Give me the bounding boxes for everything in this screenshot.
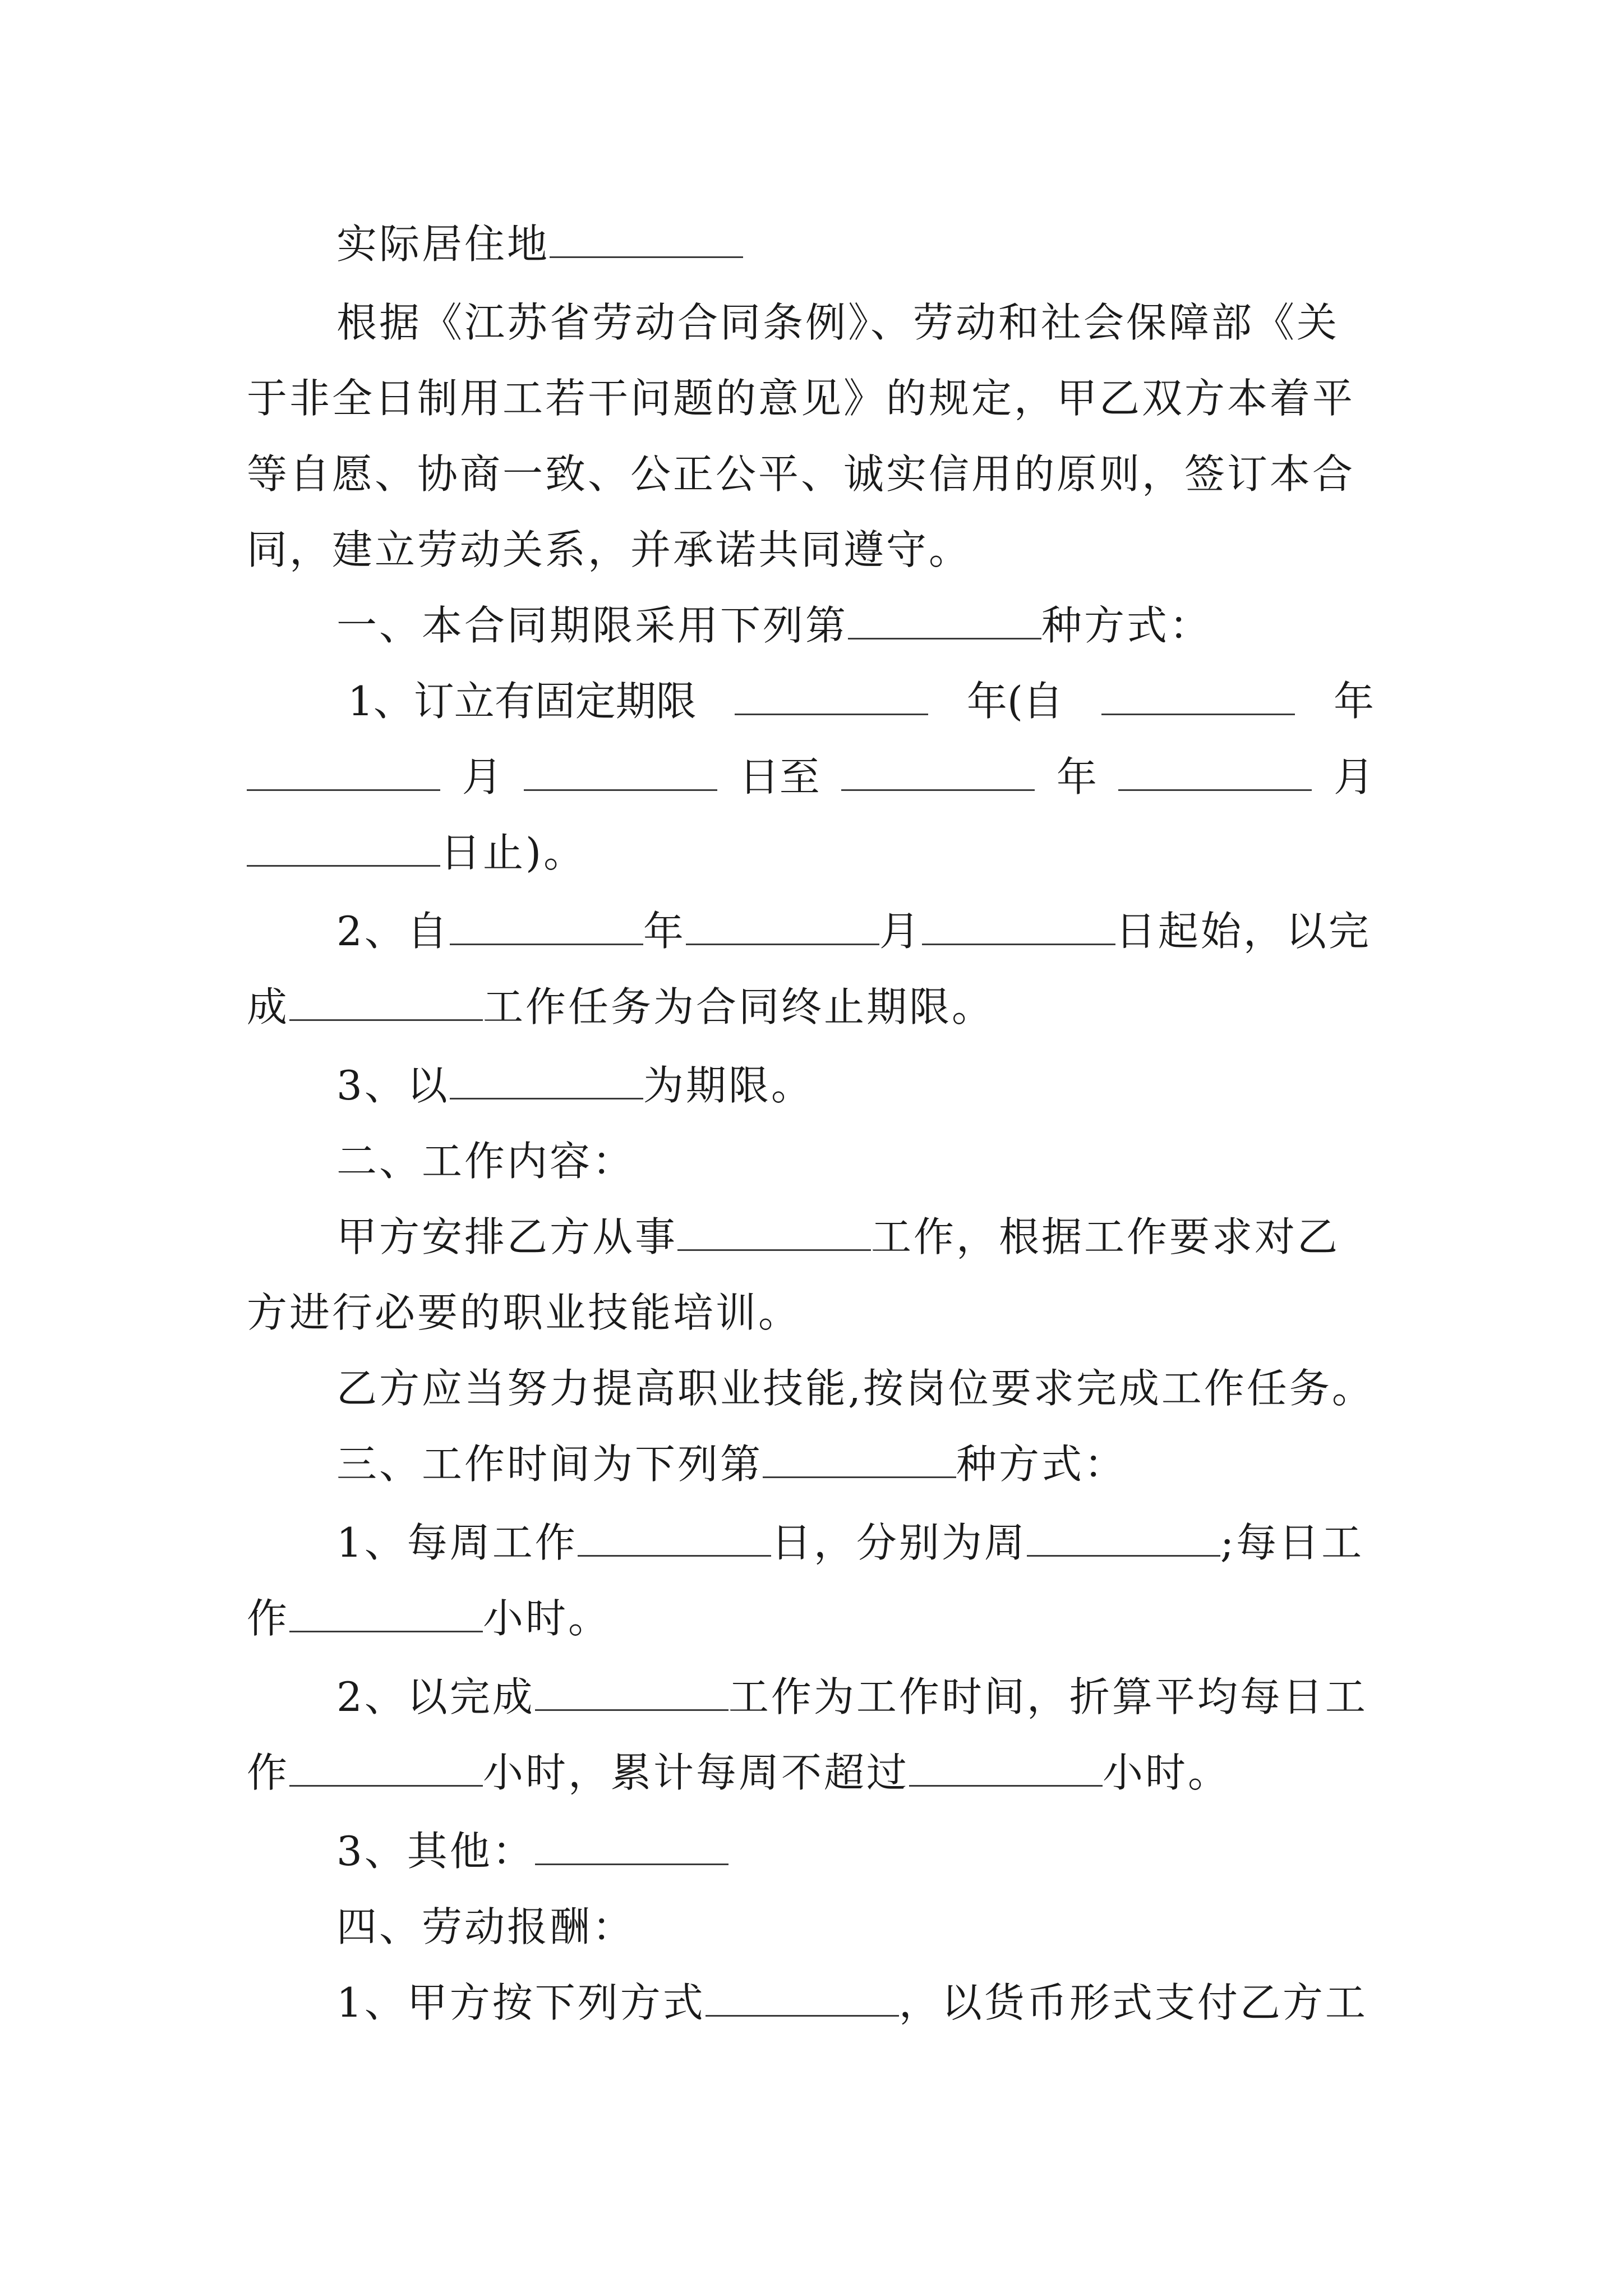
paragraph-line: 乙方应当努力提高职业技能,按岗位要求完成工作任务。 [336, 1365, 1375, 1412]
fill-blank [841, 756, 1035, 791]
paragraph-line: 甲方安排乙方从事 工作，根据工作要求对乙 [336, 1213, 1340, 1260]
fill-blank [289, 1751, 483, 1787]
section-heading: 三、工作时间为下列第 种方式： [336, 1441, 1127, 1488]
fill-blank [247, 756, 440, 791]
fill-blank [450, 1064, 643, 1099]
term-line: 作 小时，累计每周不超过 小时。 [247, 1749, 1231, 1796]
fill-blank [922, 910, 1115, 945]
section-heading: 二、工作内容： [336, 1138, 635, 1185]
term-line: 2、自 年 月 日起始，以完 [336, 908, 1371, 955]
fill-blank [763, 1443, 956, 1478]
fill-blank [1118, 756, 1312, 791]
term-line: 3、以 为期限。 [336, 1062, 814, 1109]
fill-blank [247, 831, 440, 867]
fill-blank [450, 910, 643, 945]
term-line: 作 小时。 [247, 1595, 611, 1642]
fill-blank [1027, 1521, 1220, 1557]
paragraph-line: 于非全日制用工若干问题的意见》的规定，甲乙双方本着平 [247, 375, 1355, 422]
fill-blank [289, 986, 483, 1021]
fill-blank [686, 910, 879, 945]
fill-blank [578, 1521, 771, 1557]
fill-blank [848, 604, 1041, 639]
fill-blank [535, 1676, 728, 1711]
section-heading: 四、劳动报酬： [336, 1903, 635, 1950]
paragraph-line: 根据《江苏省劳动合同条例》、劳动和社会保障部《关 [336, 299, 1340, 346]
residence-blank [550, 223, 743, 258]
term-line: 2、以完成 工作为工作时间，折算平均每日工 [336, 1673, 1368, 1720]
paragraph-line: 方进行必要的职业技能培训。 [247, 1289, 801, 1336]
term-line: 1、订立有固定期限 年(自 年 [348, 678, 1374, 725]
fill-blank [735, 680, 928, 715]
fill-blank [524, 756, 717, 791]
residence-line [336, 216, 743, 272]
fill-blank [677, 1216, 871, 1251]
term-line: 日止)。 [247, 825, 586, 881]
term-line: 月 日至 年 月 [247, 749, 1374, 805]
fill-blank [535, 1830, 728, 1865]
fill-blank [1101, 680, 1295, 715]
fill-blank [289, 1597, 483, 1632]
fill-blank [909, 1751, 1103, 1787]
paragraph-line: 同，建立劳动关系，并承诺共同遵守。 [247, 526, 972, 573]
term-line: 3、其他： [336, 1823, 728, 1879]
residence-label: 实际居住地 [336, 220, 550, 268]
section-heading: 一、本合同期限采用下列第 种方式： [336, 602, 1212, 649]
term-line: 1、甲方按下列方式 ，以货币形式支付乙方工 [336, 1979, 1368, 2026]
term-line: 1、每周工作 日，分别为周 ;每日工 [336, 1519, 1364, 1566]
term-line: 成 工作任务为合同终止期限。 [247, 983, 995, 1030]
fill-blank [706, 1981, 899, 2017]
paragraph-line: 等自愿、协商一致、公正公平、诚实信用的原则，签订本合 [247, 450, 1355, 498]
